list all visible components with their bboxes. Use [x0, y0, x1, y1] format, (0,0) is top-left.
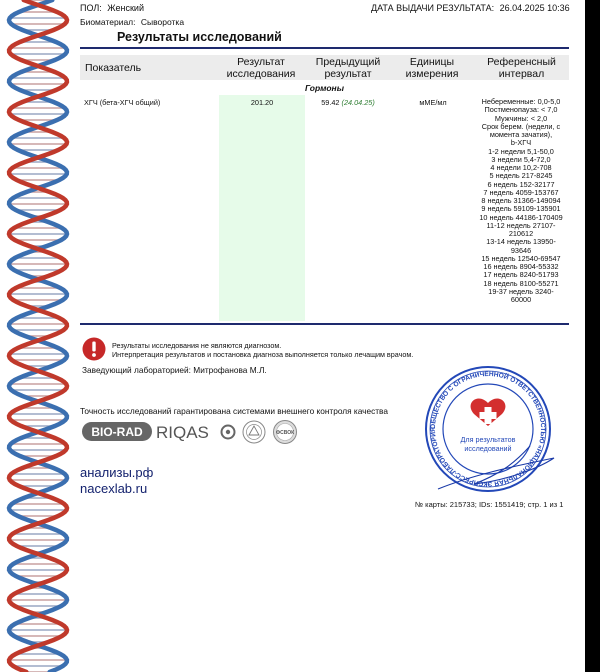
section-title: Гормоны [305, 83, 344, 93]
riqas-logo [156, 423, 235, 442]
page-title: Результаты исследований [117, 30, 282, 44]
reference-line: 18 недель 8100-55271 [483, 278, 559, 288]
gender-label: ПОЛ: [80, 3, 102, 13]
quality-statement: Точность исследований гарантирована системами внешнего контроля качества [80, 406, 388, 416]
reference-line: 9 недель 59109-135901 [481, 204, 561, 214]
stamp-ring-text: ОБЩЕСТВО С ОГРАНИЧЕННОЙ ОТВЕТСТВЕННОСТЬЮ «НАЦИОНАЛЬНАЯ ЭКСПРЕСС-ЛАБОРАТОРИЯ [429, 370, 547, 488]
stamp-center-text: Для результатов исследований [460, 435, 516, 453]
disclaimer-line-2: Интерпретация результатов и постановка диагноза выполняется только лечащим врачом. [112, 350, 414, 359]
units-value: мМЕ/мл [419, 98, 447, 107]
reference-line: 210612 [508, 229, 534, 238]
site-link-nacexlab[interactable]: nacexlab.ru [80, 481, 148, 496]
col-header-indicator: Показатель [85, 61, 142, 74]
biomaterial-label: Биоматериал: [80, 17, 136, 27]
biomaterial-field [80, 17, 184, 27]
table-header [80, 55, 569, 80]
previous-value: 59.42 [321, 98, 340, 107]
reference-line: 5 недель 217-8245 [489, 171, 553, 181]
divider [80, 47, 569, 49]
disclaimer-line-1: Результаты исследования не являются диагнозом. [112, 341, 282, 350]
organization-stamp [418, 363, 558, 495]
fsvok-logo [274, 421, 297, 444]
col-header-result: Результат исследования [226, 55, 296, 80]
result-value: 201.20 [250, 98, 274, 107]
issue-date-value: 26.04.2025 10:36 [499, 3, 570, 13]
emblem-logo [243, 421, 265, 443]
col-header-reference: Референсный интервал [487, 55, 556, 80]
dna-border-decoration [0, 0, 78, 672]
reference-line: 16 недель 8904-55332 [483, 262, 559, 271]
reference-line: 93646 [510, 245, 532, 255]
reference-line: 13-14 недель 13950- [486, 237, 556, 247]
card-footer: № карты: 215733; IDs: 1551419; стр. 1 из 1 [415, 500, 564, 509]
reference-line: момента зачатия), [489, 130, 553, 139]
reference-line: Мужчины: < 2,0 [494, 113, 548, 123]
gender-value: Женский [107, 3, 144, 13]
biomaterial-value: Сыворотка [140, 17, 185, 27]
reference-line: b-ХГЧ [510, 138, 532, 148]
col-header-previous: Предыдущий результат [315, 55, 381, 80]
reference-line: 1-2 недели 5,1-50,0 [488, 146, 554, 156]
col-header-units: Единицы измерения [405, 55, 459, 80]
divider [80, 323, 569, 325]
gender-field [80, 3, 144, 13]
reference-line: 6 недель 152-32177 [487, 179, 555, 189]
previous-date: (24.04.25) [341, 98, 375, 107]
reference-line: 10 недель 44186-170409 [479, 212, 563, 222]
reference-line: 11-12 недель 27107- [486, 220, 556, 230]
reference-line: 8 недель 31366-149094 [481, 196, 561, 205]
reference-line: 19-37 недель 3240- [488, 286, 554, 296]
issue-date-label: ДАТА ВЫДАЧИ РЕЗУЛЬТАТА: [371, 3, 495, 13]
issue-date-field [371, 3, 570, 13]
result-column-highlight [219, 95, 305, 321]
reference-line: 4 недели 10,2-708 [490, 163, 552, 172]
reference-line: 60000 [510, 295, 532, 304]
biorad-logo [82, 422, 152, 441]
reference-line: 7 недель 4059-153767 [483, 187, 559, 197]
reference-line: 15 недель 12540-69547 [481, 253, 561, 263]
reference-line: Срок берем. (недели, с [481, 121, 561, 131]
reference-line: 3 недели 5,4-72,0 [491, 154, 551, 164]
reference-line: 17 недель 8240-51793 [483, 270, 559, 280]
reference-line: Постменопауза: < 7,0 [484, 105, 558, 115]
site-link-analizy[interactable]: анализы.рф [80, 465, 154, 480]
riqas-logo-text: RIQAS [156, 423, 209, 442]
reference-interval [476, 98, 566, 304]
lab-head: Заведующий лабораторией: Митрофанова М.Л. [82, 365, 267, 375]
fsvok-logo-text: ФСВОК [275, 430, 295, 436]
quality-control-logos [82, 419, 302, 445]
previous-result [305, 98, 391, 107]
warning-icon [82, 337, 106, 361]
stamp-emblem [471, 398, 506, 426]
biorad-logo-text: BIO-RAD [91, 425, 143, 439]
indicator-name: ХГЧ (бета-ХГЧ общий) [84, 98, 161, 107]
reference-line: Небеременные: 0,0-5,0 [481, 97, 561, 106]
